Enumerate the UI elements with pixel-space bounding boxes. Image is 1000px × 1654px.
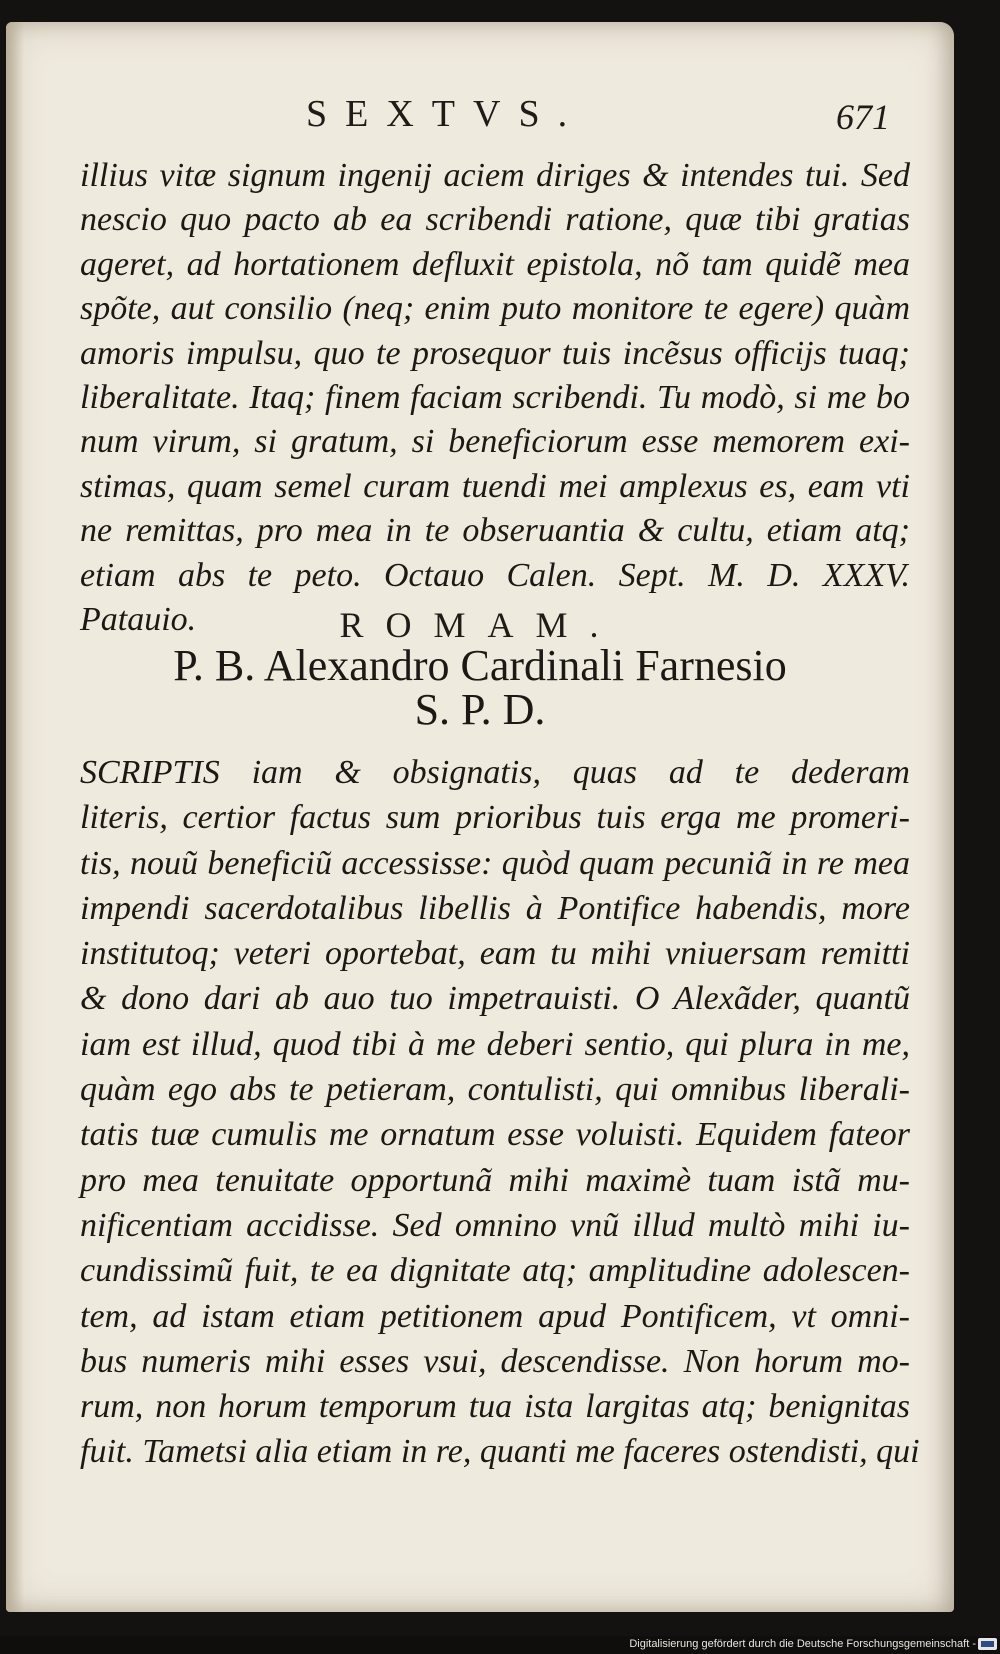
letter-two-body [80, 750, 920, 1475]
text-line: impendi sacerdotalibus libellis à Pontifice habendis, more [80, 889, 910, 927]
letter-one-body [80, 154, 910, 642]
funding-credit: Digitalisierung gefördert durch die Deutsche Forschungsgemeinschaft - [629, 1638, 976, 1650]
text-line: SCRIPTIS iam & obsignatis, quas ad te dederam [80, 754, 910, 791]
text-line: quàm ego abs te petieram, contulisti, qui omnibus liberali- [80, 1071, 910, 1109]
text-line: rum, non horum temporum tua ista largitas atq; benignitas [80, 1388, 910, 1426]
text-line: stimas, quam semel curam tuendi mei amplexus es, eam vti [80, 467, 910, 505]
text-line: amoris impulsu, quo te prosequor tuis incẽsus officijs tuaq; [80, 334, 910, 372]
text-line: fuit. Tametsi alia etiam in re, quanti me faceres ostendisti, qui [80, 1433, 920, 1471]
running-head: SEXTVS. [306, 93, 586, 135]
text-line: & dono dari ab auo tuo impetrauisti. O Alexãder, quantũ [80, 980, 910, 1018]
letter-addressee: P. B. Alexandro Cardinali Farnesio [173, 641, 787, 690]
dfg-logo-icon [978, 1638, 997, 1650]
page-gutter-shadow [6, 22, 24, 1612]
text-line: ne remittas, pro mea in te obseruantia & cultu, etiam atq; [80, 512, 910, 550]
text-line: pro mea tenuitate opportunã mihi maximè tuam istã mu- [80, 1161, 910, 1199]
text-line: num virum, si gratum, si beneficiorum esse memorem exi- [80, 423, 910, 461]
text-line: cundissimũ fuit, te ea dignitate atq; amplitudine adolescen- [80, 1252, 910, 1290]
text-line: tis, nouũ beneficiũ accessisse: quòd quam pecuniã in re mea [80, 844, 910, 882]
book-page [6, 22, 954, 1612]
text-line: tem, ad istam etiam petitionem apud Pontificem, vt omni- [80, 1297, 910, 1335]
text-line: illius vitæ signum ingenij aciem diriges & intendes tui. Sed [80, 157, 910, 194]
page-number: 671 [836, 97, 890, 137]
letter-destination: ROMAM. [339, 605, 621, 645]
text-line: bus numeris mihi esses vsui, descendisse. Non horum mo- [80, 1342, 910, 1380]
text-line: Patauio. [80, 601, 197, 639]
text-line: nescio quo pacto ab ea scribendi ratione, quæ tibi gratias [80, 201, 910, 239]
text-line: nificentiam accidisse. Sed omnino vnũ illud multò mihi iu- [80, 1206, 910, 1244]
text-line: spõte, aut consilio (neq; enim puto monitore te egere) quàm [80, 290, 910, 328]
text-line: institutoq; veteri oportebat, eam tu mihi vniuersam remitti [80, 935, 910, 973]
text-line: liberalitate. Itaq; finem faciam scribendi. Tu modò, si me bo [80, 379, 910, 417]
text-line: iam est illud, quod tibi à me deberi sentio, qui plura in me, [80, 1025, 910, 1063]
letter-salutation: S. P. D. [414, 685, 546, 734]
text-line: ageret, ad hortationem defluxit epistola, nõ tam quidẽ mea [80, 245, 910, 283]
text-line: etiam abs te peto. Octauo Calen. Sept. M. D. XXXV. [80, 556, 910, 594]
text-line: tatis tuæ cumulis me ornatum esse voluisti. Equidem fateor [80, 1116, 910, 1154]
text-line: literis, certior factus sum prioribus tuis erga me promeri- [80, 799, 910, 837]
